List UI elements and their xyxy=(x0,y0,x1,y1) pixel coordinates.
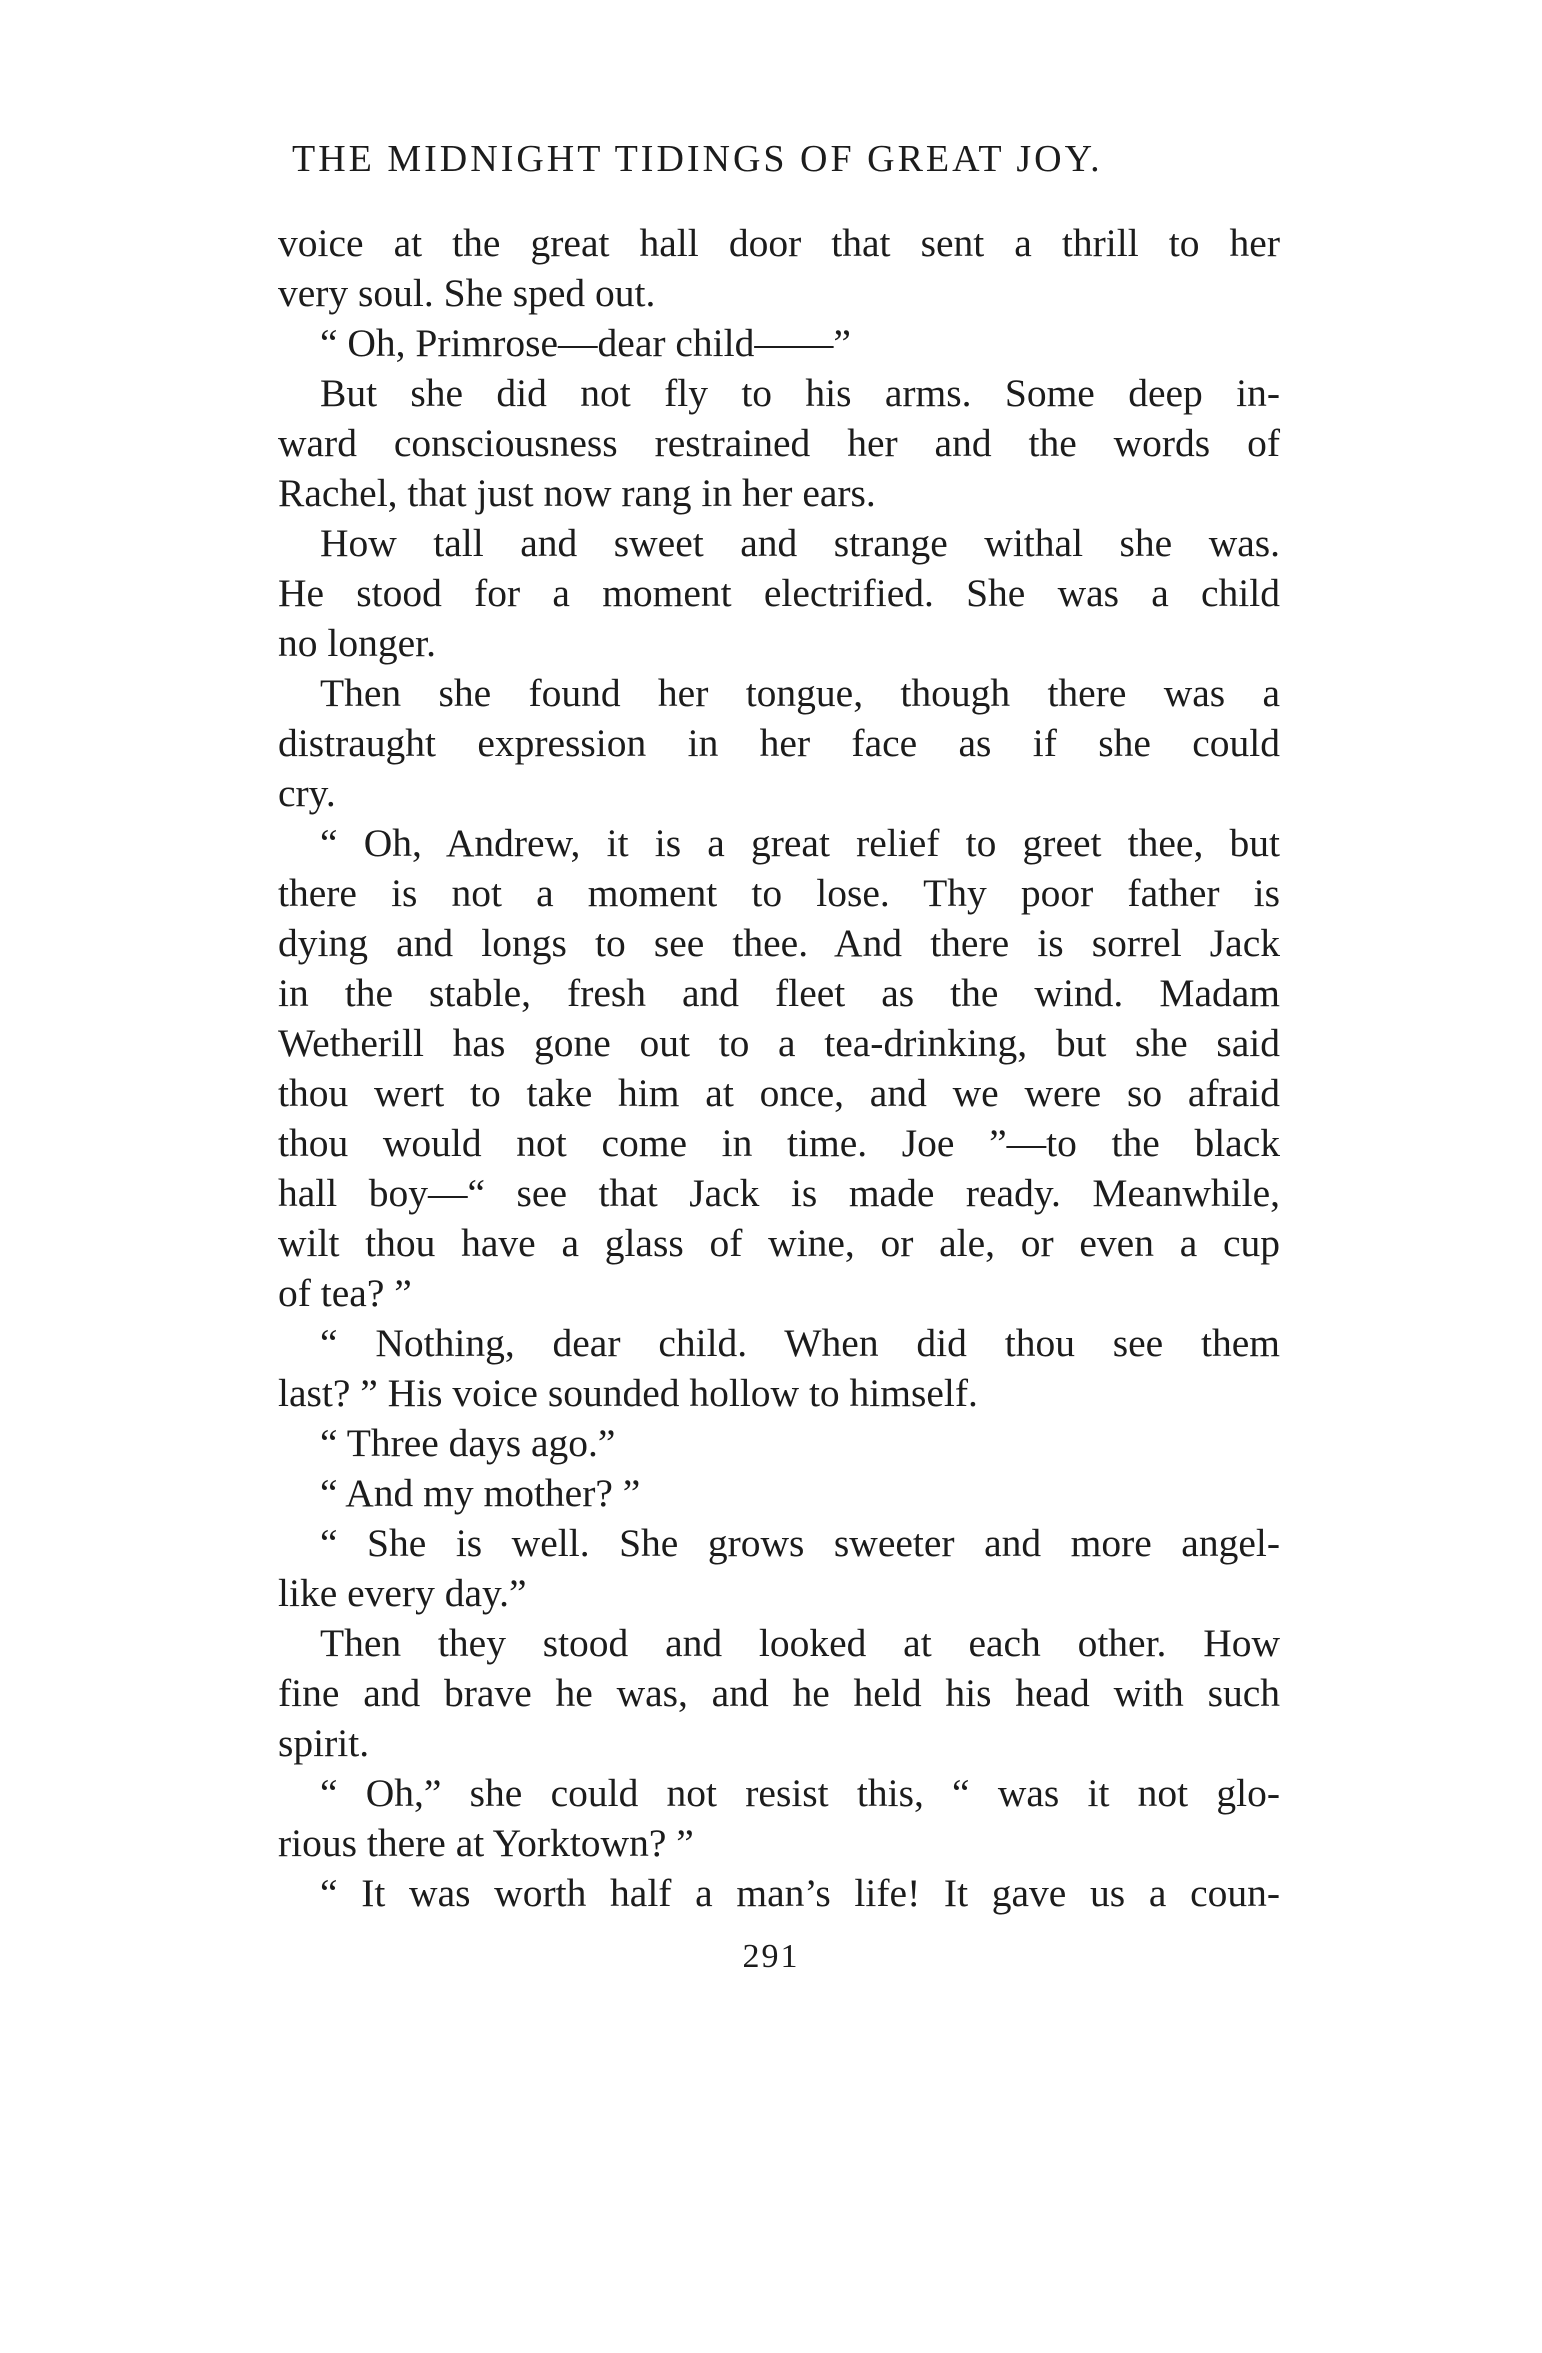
text-line: no longer. xyxy=(278,621,436,665)
running-head: THE MIDNIGHT TIDINGS OF GREAT JOY. xyxy=(292,138,1103,180)
text-line: “ It was worth half a man’s life! It gave us a coun- xyxy=(320,1871,1280,1915)
text-line: in the stable, fresh and fleet as the wind. Madam xyxy=(278,971,1280,1015)
text-line: “ Three days ago.” xyxy=(320,1421,616,1465)
text-line: spirit. xyxy=(278,1721,370,1765)
text-line: cry. xyxy=(278,771,336,815)
text-line: fine and brave he was, and he held his head with such xyxy=(278,1671,1280,1715)
text-line: Rachel, that just now rang in her ears. xyxy=(278,471,876,515)
text-line: rious there at Yorktown? ” xyxy=(278,1821,694,1865)
text-line: thou wert to take him at once, and we were so afraid xyxy=(278,1071,1280,1115)
text-line: thou would not come in time. Joe ”—to the black xyxy=(278,1121,1280,1165)
text-line: “ Oh, Primrose—dear child——” xyxy=(320,321,851,365)
text-line: wilt thou have a glass of wine, or ale, or even a cup xyxy=(278,1221,1280,1265)
text-line: last? ” His voice sounded hollow to himself. xyxy=(278,1371,978,1415)
text-line: hall boy—“ see that Jack is made ready. Meanwhile, xyxy=(278,1171,1280,1215)
text-line: of tea? ” xyxy=(278,1271,412,1315)
text-line: “ Oh, Andrew, it is a great relief to greet thee, but xyxy=(320,821,1280,865)
text-line: dying and longs to see thee. And there is sorrel Jack xyxy=(278,921,1280,965)
text-line: He stood for a moment electrified. She was a child xyxy=(278,571,1280,615)
text-line: “ She is well. She grows sweeter and more angel- xyxy=(320,1521,1280,1565)
text-line: distraught expression in her face as if she could xyxy=(278,721,1280,765)
text-line: very soul. She sped out. xyxy=(278,271,656,315)
text-line: But she did not fly to his arms. Some deep in- xyxy=(320,371,1280,415)
text-line: “ And my mother? ” xyxy=(320,1471,641,1515)
page-number: 291 xyxy=(742,1938,800,1975)
text-line: “ Oh,” she could not resist this, “ was it not glo- xyxy=(320,1771,1280,1815)
text-line: How tall and sweet and strange withal she was. xyxy=(320,521,1280,565)
text-line: voice at the great hall door that sent a thrill to her xyxy=(278,221,1280,265)
text-line: Then they stood and looked at each other. How xyxy=(320,1621,1280,1665)
text-line: there is not a moment to lose. Thy poor father is xyxy=(278,871,1280,915)
text-line: Wetherill has gone out to a tea-drinking, but she said xyxy=(278,1021,1280,1065)
text-line: ward consciousness restrained her and the words of xyxy=(278,421,1280,465)
text-line: “ Nothing, dear child. When did thou see them xyxy=(320,1321,1280,1365)
body-text xyxy=(278,218,1280,1918)
text-line: like every day.” xyxy=(278,1571,527,1615)
text-line: Then she found her tongue, though there was a xyxy=(320,671,1280,715)
